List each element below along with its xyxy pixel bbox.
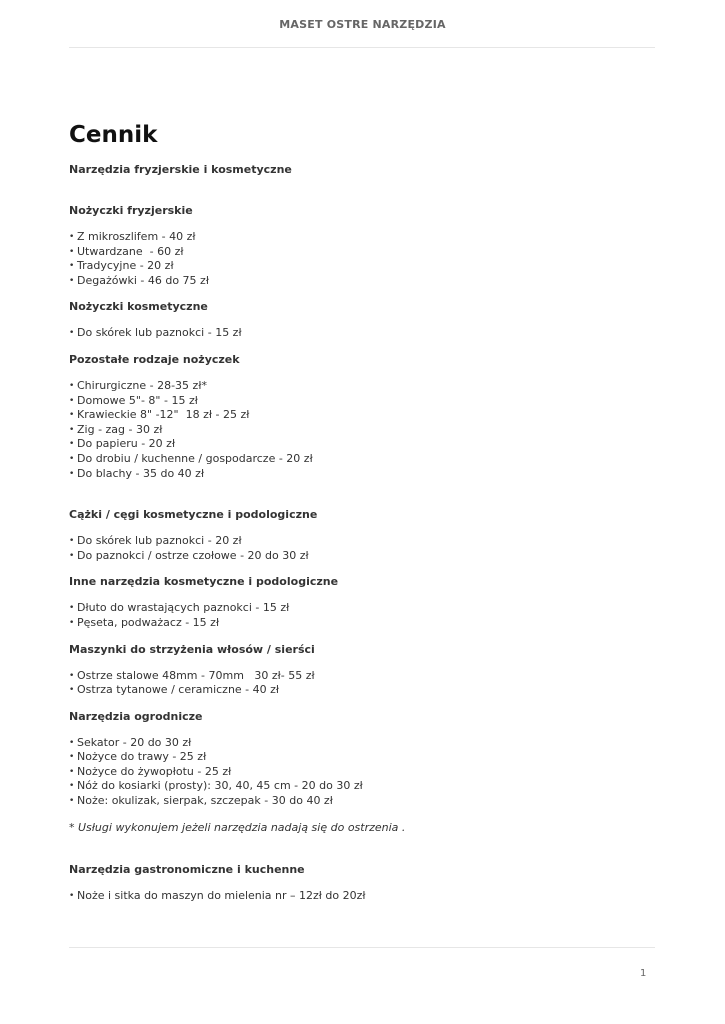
header-divider	[69, 47, 655, 48]
section-heading: Pozostałe rodzaje nożyczek	[69, 352, 240, 366]
document-body	[69, 120, 659, 903]
price-item: • Nożyce do żywopłotu - 25 zł	[69, 765, 659, 780]
price-item: • Ostrze stalowe 48mm - 70mm 30 zł- 55 zł	[69, 669, 659, 684]
section-heading: Cążki / cęgi kosmetyczne i podologiczne	[69, 508, 318, 522]
price-item: • Z mikroszlifem - 40 zł	[69, 230, 659, 245]
price-item: • Noże i sitka do maszyn do mielenia nr – 12zł do 20zł	[69, 889, 659, 904]
price-item: • Do skórek lub paznokci - 20 zł	[69, 534, 659, 549]
price-item: • Do papieru - 20 zł	[69, 437, 659, 452]
section-heading: Maszynki do strzyżenia włosów / sierści	[69, 642, 315, 656]
price-item: • Dłuto do wrastających paznokci - 15 zł	[69, 601, 659, 616]
price-item: • Domowe 5"- 8" - 15 zł	[69, 394, 659, 409]
footer-divider	[69, 947, 655, 948]
price-item: • Nóż do kosiarki (prosty): 30, 40, 45 cm - 20 do 30 zł	[69, 779, 659, 794]
price-item: • Do drobiu / kuchenne / gospodarcze - 20 zł	[69, 452, 659, 467]
price-item: • Do blachy - 35 do 40 zł	[69, 467, 659, 482]
price-list	[69, 601, 659, 630]
price-item: • Noże: okulizak, sierpak, szczepak - 30 do 40 zł	[69, 794, 659, 809]
price-item: • Utwardzane - 60 zł	[69, 245, 659, 260]
price-item: • Zig - zag - 30 zł	[69, 423, 659, 438]
section-heading: Narzędzia gastronomiczne i kuchenne	[69, 862, 305, 876]
price-item: • Degażówki - 46 do 75 zł	[69, 274, 659, 289]
footnote: * Usługi wykonujem jeżeli narzędzia nadają się do ostrzenia .	[69, 820, 406, 834]
section-heading: Inne narzędzia kosmetyczne i podologiczne	[69, 575, 339, 589]
section-heading: Narzędzia ogrodnicze	[69, 709, 203, 723]
price-item: • Tradycyjne - 20 zł	[69, 259, 659, 274]
price-item: • Do skórek lub paznokci - 15 zł	[69, 326, 659, 341]
document-subtitle: Narzędzia fryzjerskie i kosmetyczne	[69, 163, 292, 176]
price-item: • Ostrza tytanowe / ceramiczne - 40 zł	[69, 683, 659, 698]
price-item: • Sekator - 20 do 30 zł	[69, 736, 659, 751]
price-item: • Do paznokci / ostrze czołowe - 20 do 30 zł	[69, 549, 659, 564]
price-list	[69, 534, 659, 563]
price-item: • Krawieckie 8" -12" 18 zł - 25 zł	[69, 408, 659, 423]
price-list	[69, 669, 659, 698]
price-item: • Pęseta, podważacz - 15 zł	[69, 616, 659, 631]
price-list	[69, 379, 659, 481]
section-heading: Nożyczki fryzjerskie	[69, 204, 193, 217]
price-list	[69, 230, 659, 288]
price-item: • Nożyce do trawy - 25 zł	[69, 750, 659, 765]
price-list	[69, 889, 659, 904]
document-header: MASET OSTRE NARZĘDZIA	[279, 18, 446, 31]
page-number: 1	[640, 968, 647, 979]
price-list	[69, 736, 659, 809]
page-title: Cennik	[69, 122, 158, 148]
price-list	[69, 326, 659, 341]
price-item: • Chirurgiczne - 28-35 zł*	[69, 379, 659, 394]
section-heading: Nożyczki kosmetyczne	[69, 300, 208, 314]
